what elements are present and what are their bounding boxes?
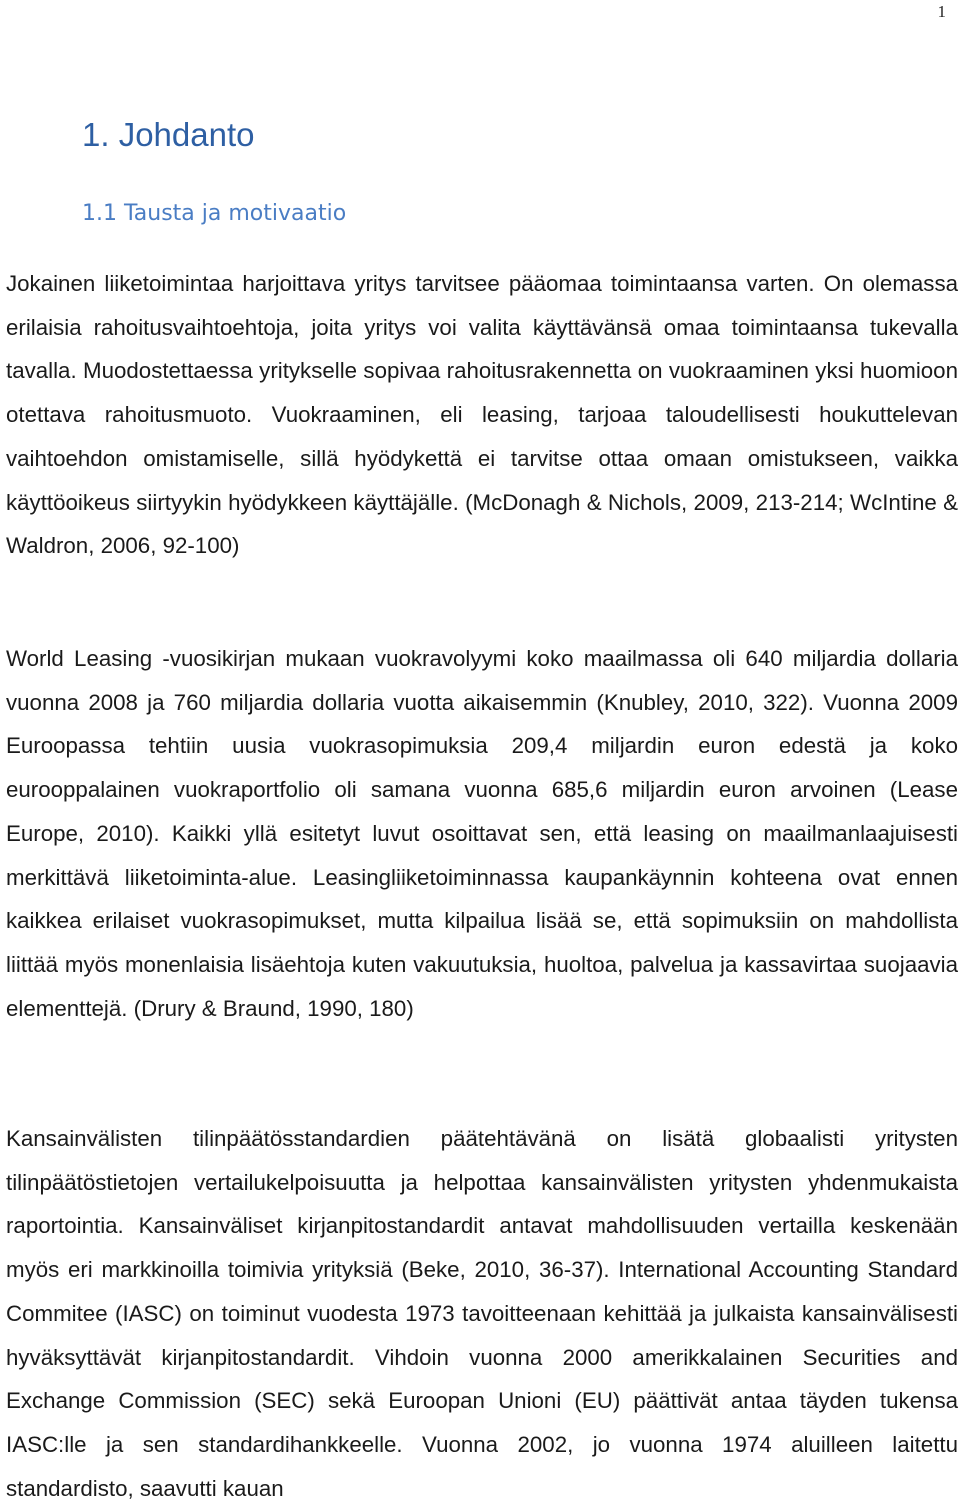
paragraph-world-leasing: World Leasing -vuosikirjan mukaan vuokravolyymi koko maailmassa oli 640 miljardia dollaria vuonna 2008 ja 760 miljardia dollaria vuotta aikaisemmin (Knubley, 2010, 322). Vuonna 2009 Euroopassa tehtiin uusia vuokrasopimuksia 209,4 miljardin euron edestä ja koko eurooppalainen vuokraportfolio oli samana vuonna 685,6 miljardin euron arvoinen (Lease Europe, 2010). Kaikki yllä esitetyt luvut osoittavat sen, että leasing on maailmanlaajuisesti merkittävä liiketoiminta-alue. Leasingliiketoiminnassa kaupankäynnin kohteena ovat ennen kaikkea erilaiset vuokrasopimukset, mutta kilpailua lisää se, että sopimuksiin on mahdollista liittää myös monenlaisia lisäehtoja kuten vakuutuksia, huoltoa, palvelua ja kassavirtaa suojaavia elementtejä. (Drury & Braund, 1990, 180) [6, 646, 958, 1021]
section-heading: 1.1 Tausta ja motivaatio [82, 201, 347, 226]
chapter-heading: 1. Johdanto [82, 116, 255, 153]
paragraph-intro: Jokainen liiketoimintaa harjoittava yritys tarvitsee pääomaa toimintaansa varten. On olemassa erilaisia rahoitusvaihtoehtoja, joita yritys voi valita käyttävänsä omaa toimintaansa tukevalla tavalla. Muodostettaessa yritykselle sopivaa rahoitusrakennetta on vuokraaminen yksi huomioon otettava rahoitusmuoto. Vuokraaminen, eli leasing, tarjoaa taloudellisesti houkuttelevan vaihtoehdon omistamiselle, sillä hyödykettä ei tarvitse ottaa omaan omistukseen, vaikka käyttöoikeus siirtyykin hyödykkeen käyttäjälle. (McDonagh & Nichols, 2009, 213-214; WcIntine & Waldron, 2006, 92-100) [6, 271, 958, 559]
paragraph-ifrs-standards: Kansainvälisten tilinpäätösstandardien päätehtävänä on lisätä globaalisti yritysten tilinpäätöstietojen vertailukelpoisuutta ja helpottaa kansainvälisten yritysten yhdenmukaista raportointia. Kansainväliset kirjanpitostandardit antavat mahdollisuuden vertailla keskenään myös eri markkinoilla toimivia yrityksiä (Beke, 2010, 36-37). International Accounting Standard Commitee (IASC) on toiminut vuodesta 1973 tavoitteenaan kehittää ja julkaista kansainvälisesti hyväksyttävät kirjanpitostandardit. Vihdoin vuonna 2000 amerikkalainen Securities and Exchange Commission (SEC) sekä Euroopan Unioni (EU) päättivät antaa täyden tukensa IASC:lle ja sen standardihankkeelle. Vuonna 2002, jo vuonna 1974 aluilleen laitettu standardisto, saavutti kauan [6, 1126, 958, 1501]
page-number: 1 [937, 2, 946, 21]
